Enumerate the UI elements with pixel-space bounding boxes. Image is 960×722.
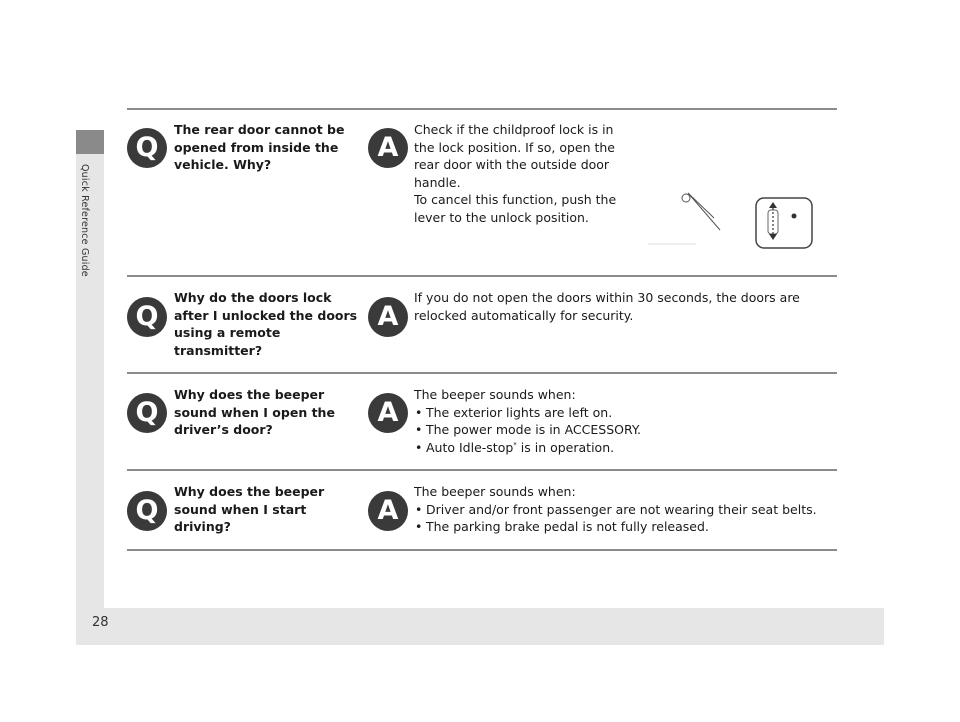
list-item: • Driver and/or front passenger are not wearing their seat belts. <box>414 501 834 519</box>
callout-marker-icon <box>682 194 690 202</box>
question-badge-icon: Q <box>127 393 167 433</box>
sidebar-section-tab[interactable] <box>76 130 104 154</box>
answer-paragraph: Check if the childproof lock is in the lock position. If so, open the rear door with the outside door handle. <box>414 122 616 190</box>
question-badge-icon: Q <box>127 491 167 531</box>
answer-bullet-list <box>414 501 834 536</box>
answer-text <box>414 386 834 456</box>
list-item <box>414 439 834 457</box>
list-item: • The exterior lights are left on. <box>414 404 834 422</box>
question-badge-icon: Q <box>127 128 167 168</box>
question-text: The rear door cannot be opened from inside the vehicle. Why? <box>174 122 345 172</box>
answer-bullet-list <box>414 404 834 457</box>
answer-text: If you do not open the doors within 30 seconds, the doors are relocked automatically for security. <box>414 290 800 323</box>
answer-intro: The beeper sounds when: <box>414 387 576 402</box>
list-item-text: is in operation. <box>516 439 615 455</box>
lock-panel <box>756 198 812 248</box>
list-item-text: Auto Idle-stop <box>426 439 514 455</box>
answer-badge-icon: A <box>368 297 408 337</box>
lock-dot-icon <box>792 214 797 219</box>
leader-line <box>688 193 720 230</box>
answer-text <box>414 483 834 536</box>
answer-paragraph: To cancel this function, push the lever to the unlock position. <box>414 192 617 225</box>
question-text: Why do the doors lock after I unlocked the doors using a remote transmitter? <box>174 290 358 358</box>
answer-badge-icon: A <box>368 393 408 433</box>
answer-badge-icon: A <box>368 128 408 168</box>
divider-top <box>127 108 837 110</box>
list-item: • The parking brake pedal is not fully released. <box>414 518 834 536</box>
question-badge-icon: Q <box>127 297 167 337</box>
divider-bottom <box>127 549 837 551</box>
divider <box>127 469 837 471</box>
footnote-mark: * <box>513 440 517 449</box>
answer-badge-icon: A <box>368 491 408 531</box>
divider <box>127 372 837 374</box>
question-text: Why does the beeper sound when I open the driver’s door? <box>174 387 335 437</box>
page-number: 28 <box>92 615 109 630</box>
sidebar-label: Quick Reference Guide <box>79 164 90 277</box>
answer-intro: The beeper sounds when: <box>414 484 576 499</box>
page-footer <box>76 608 884 645</box>
childproof-lock-illustration <box>648 188 818 254</box>
divider <box>127 275 837 277</box>
answer-text <box>414 121 629 226</box>
question-text: Why does the beeper sound when I start driving? <box>174 484 325 534</box>
list-item: • The power mode is in ACCESSORY. <box>414 421 834 439</box>
